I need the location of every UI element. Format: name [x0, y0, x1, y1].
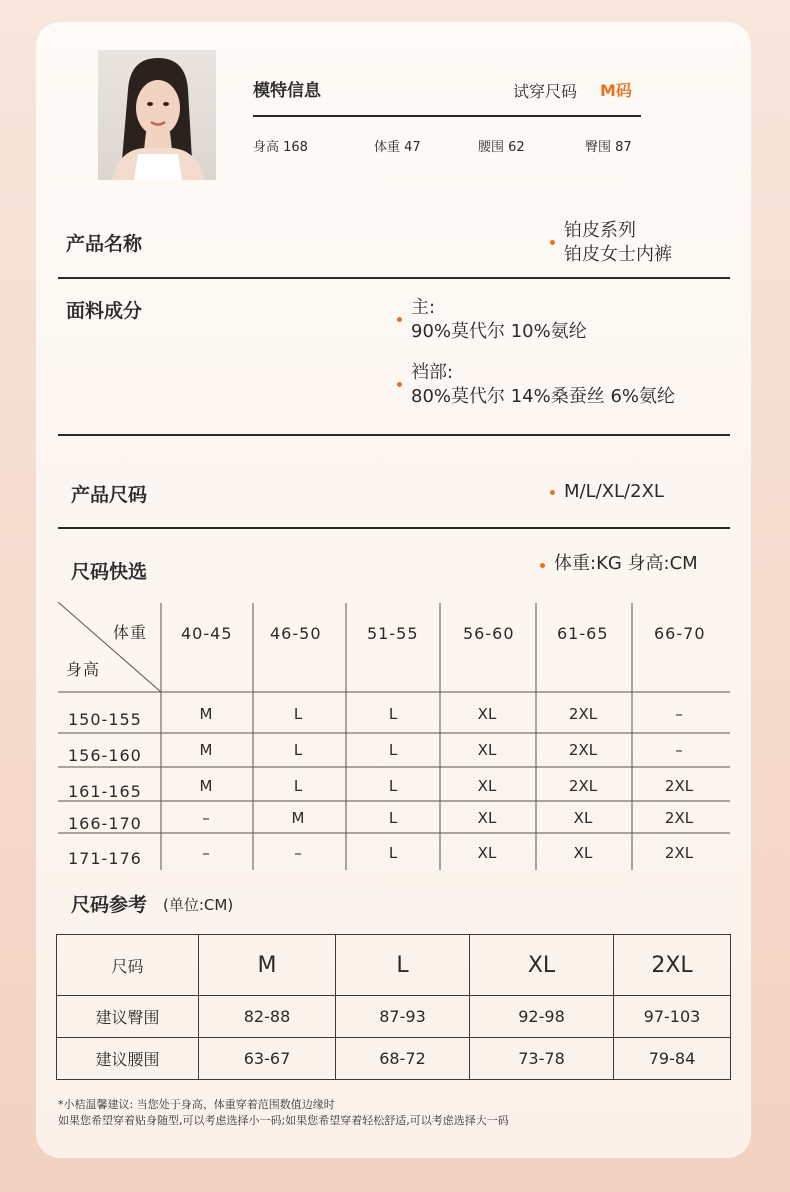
size-cell: L [293, 777, 303, 795]
height-label: 161-165 [68, 782, 142, 801]
size-cell: – [202, 809, 210, 827]
size-cell: – [675, 741, 683, 759]
size-cell: XL [477, 741, 497, 759]
size-cell: L [388, 741, 398, 759]
table-cell: 82-88 [199, 996, 336, 1038]
size-cell: L [388, 777, 398, 795]
size-cell: 2XL [568, 741, 598, 759]
fabric-crotch-value: 80%莫代尔 14%桑蚕丝 6%氨纶 [411, 386, 676, 407]
size-cell: – [202, 844, 210, 862]
height-label: 166-170 [68, 814, 142, 833]
fabric-crotch-title: 裆部: [411, 362, 454, 383]
table-header-cell: M [199, 935, 336, 996]
size-cell: 2XL [568, 705, 598, 723]
table-cell: 97-103 [614, 996, 731, 1038]
model-weight: 体重 47 [374, 140, 421, 155]
try-size-value: M码 [600, 81, 632, 100]
weight-header: 66-70 [654, 624, 706, 643]
table-header-cell: 2XL [614, 935, 731, 996]
size-reference-label: 尺码参考 [71, 894, 148, 916]
size-cell: XL [477, 809, 497, 827]
weight-header: 46-50 [270, 624, 322, 643]
table-header-cell: XL [470, 935, 614, 996]
tip-note-line-2: 如果您希望穿着贴身随型,可以考虑选择小一码;如果您希望穿着轻松舒适,可以考虑选择大一码 [58, 1114, 509, 1127]
model-info-title: 模特信息 [253, 81, 321, 101]
try-size-label: 试穿尺码 [513, 82, 578, 101]
model-hip: 臀围 87 [585, 140, 632, 155]
fabric-main-title: 主: [411, 297, 436, 318]
size-cell: M [199, 777, 213, 795]
size-cell: L [293, 705, 303, 723]
size-cell: 2XL [664, 809, 694, 827]
size-cell: L [388, 705, 398, 723]
table-row-label: 建议腰围 [57, 1038, 199, 1080]
size-cell: XL [477, 705, 497, 723]
size-cell: M [199, 741, 213, 759]
size-cell: 2XL [568, 777, 598, 795]
fabric-label: 面料成分 [66, 300, 143, 322]
product-series: 铂皮系列 [564, 220, 636, 241]
size-cell: M [199, 705, 213, 723]
height-label: 150-155 [68, 710, 142, 729]
weight-header: 56-60 [463, 624, 515, 643]
size-cell: XL [477, 777, 497, 795]
size-cell: 2XL [664, 844, 694, 862]
size-cell: XL [573, 844, 593, 862]
quick-select-label: 尺码快选 [71, 561, 148, 583]
product-size-label: 产品尺码 [71, 484, 148, 506]
product-name-value: 铂皮女士内裤 [564, 244, 672, 265]
table-header-cell: L [336, 935, 470, 996]
size-cell: XL [477, 844, 497, 862]
size-cell: L [388, 844, 398, 862]
size-cell: M [291, 809, 305, 827]
table-cell: 79-84 [614, 1038, 731, 1080]
weight-header: 40-45 [181, 624, 233, 643]
fabric-main-value: 90%莫代尔 10%氨纶 [411, 321, 587, 342]
unit-note: 体重:KG 身高:CM [554, 553, 698, 574]
table-cell: 63-67 [199, 1038, 336, 1080]
size-cell: L [388, 809, 398, 827]
product-name-label: 产品名称 [66, 233, 143, 255]
height-label: 171-176 [68, 849, 142, 868]
size-cell: XL [573, 809, 593, 827]
table-row-label: 建议臀围 [57, 996, 199, 1038]
table-cell: 68-72 [336, 1038, 470, 1080]
size-cell: L [293, 741, 303, 759]
height-label: 156-160 [68, 746, 142, 765]
model-height: 身高 168 [253, 140, 308, 155]
corner-weight-label: 体重 [113, 623, 148, 642]
table-header-cell: 尺码 [57, 935, 199, 996]
table-row [57, 1038, 731, 1080]
tip-note-line-1: *小桔温馨建议: 当您处于身高、体重穿着范围数值边缘时 [58, 1098, 335, 1111]
table-cell: 92-98 [470, 996, 614, 1038]
size-cell: – [675, 705, 683, 723]
size-reference-unit: (单位:CM) [163, 896, 234, 914]
table-row [57, 935, 731, 996]
model-waist: 腰围 62 [478, 140, 525, 155]
size-cell: – [294, 844, 302, 862]
corner-height-label: 身高 [66, 660, 101, 679]
weight-header: 51-55 [367, 624, 419, 643]
weight-header: 61-65 [557, 624, 609, 643]
product-size-value: M/L/XL/2XL [564, 481, 664, 502]
size-cell: 2XL [664, 777, 694, 795]
table-cell: 87-93 [336, 996, 470, 1038]
table-cell: 73-78 [470, 1038, 614, 1080]
table-row [57, 996, 731, 1038]
size-reference-table [56, 934, 731, 1080]
